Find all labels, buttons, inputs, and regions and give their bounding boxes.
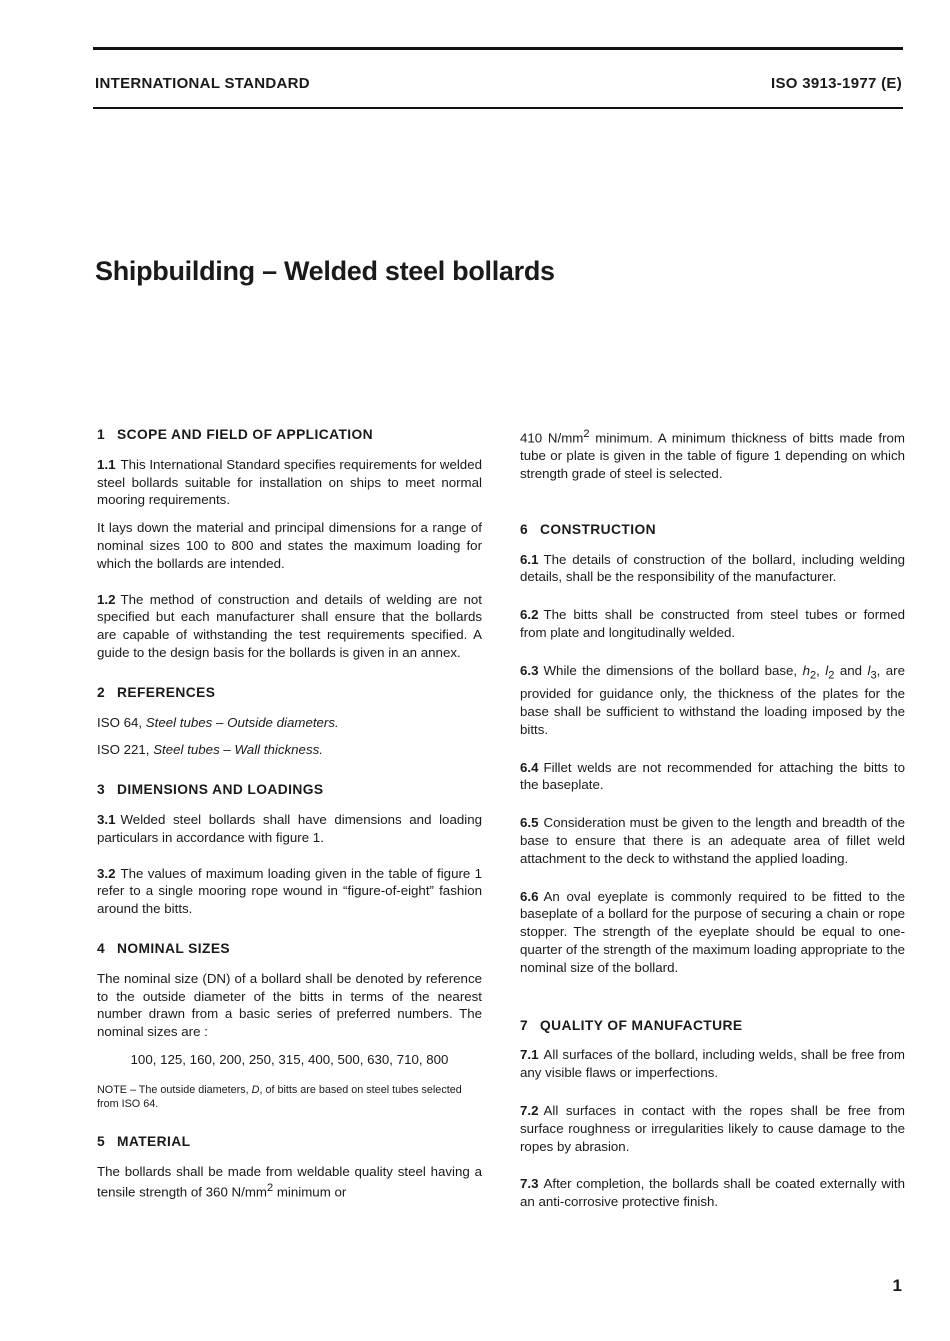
section-4-heading: 4 NOMINAL SIZES bbox=[97, 940, 231, 956]
section-1-heading: 1 SCOPE AND FIELD OF APPLICATION bbox=[97, 427, 374, 442]
clause-6-4: 6.4 Fillet welds are not recommended for attaching the bitts to the baseplate. bbox=[520, 759, 905, 793]
clause-5-text-part1: The bollards shall be made from weldable quality steel having a tensile strength of 360 $N/mm^2$ minimum or bbox=[97, 1163, 482, 1200]
reference-iso-64: ISO 64, Steel tubes – Outside diameters. bbox=[97, 714, 339, 730]
clause-6-2: 6.2 The bitts shall be constructed from steel tubes or formed from plate and longitudinally welded. bbox=[520, 607, 905, 640]
section-6-heading: 6 CONSTRUCTION bbox=[520, 521, 656, 537]
clause-6-6: 6.6 An oval eyeplate is commonly required to be fitted to the baseplate of a bollard for the purpose of securing a chain or rope stopper. The strength of the eyeplate should be equal to one-quarter of the strength of the maximum loading appropriate to the nominal size of the bollard. bbox=[520, 888, 905, 975]
clause-7-2: 7.2 All surfaces in contact with the ropes shall be free from surface roughness or irregularities likely to cause damage to the ropes by abrasion. bbox=[520, 1103, 905, 1154]
clause-4-note: NOTE – The outside diameters, D, of bitts are based on steel tubes selected from ISO 64. bbox=[97, 1083, 462, 1110]
header-top-rule bbox=[93, 47, 903, 50]
standard-number: ISO 3913-1977 (E) bbox=[770, 75, 902, 92]
document-title: Shipbuilding – Welded steel bollards bbox=[95, 256, 555, 286]
clause-7-1: 7.1 All surfaces of the bollard, including welds, shall be free from any visible flaws or imperfections. bbox=[520, 1047, 905, 1081]
clause-1-1: 1.1 This International Standard specifies requirements for welded steel bollards suitable for installation on ships to meet normal mooring requirements. bbox=[97, 456, 482, 508]
clause-5-text-part2: 410 $N/mm^2$ minimum. A minimum thickness of bitts made from tube or plate is given in the table of figure 1 depending on which strength grade of steel is selected. bbox=[520, 428, 905, 482]
clause-3-1: 3.1 Welded steel bollards shall have dimensions and loading particulars in accordance with figure 1. bbox=[97, 811, 482, 845]
section-3-heading: 3 DIMENSIONS AND LOADINGS bbox=[97, 782, 324, 798]
clause-4-text: The nominal size (DN) of a bollard shall be denoted by reference to the outside diameter of the bitts in terms of the nearest number drawn from a basic series of preferred numbers. The nominal sizes are : bbox=[97, 970, 482, 1040]
clause-6-1: 6.1 The details of construction of the bollard, including welding details, shall be the responsibility of the manufacturer. bbox=[520, 551, 905, 585]
nominal-size-series: 100, 125, 160, 200, 250, 315, 400, 500, 630, 710, 800 bbox=[130, 1051, 449, 1067]
right-column bbox=[520, 426, 905, 1221]
header-bottom-rule bbox=[93, 107, 903, 109]
reference-iso-221: ISO 221, Steel tubes – Wall thickness. bbox=[97, 742, 323, 758]
left-column bbox=[97, 426, 482, 1212]
section-5-heading: 5 MATERIAL bbox=[97, 1133, 191, 1149]
clause-3-2: 3.2 The values of maximum loading given in the table of figure 1 refer to a single mooring rope wound in “figure-of-eight” fashion around the bitts. bbox=[97, 865, 482, 917]
clause-1-1-continued: It lays down the material and principal dimensions for a range of nominal sizes 100 to 800 and states the maximum loading for which the bollards are intended. bbox=[97, 520, 482, 571]
section-2-heading: 2 REFERENCES bbox=[97, 684, 216, 700]
clause-7-3: 7.3 After completion, the bollards shall be coated externally with an anti-corrosive protective finish. bbox=[520, 1176, 905, 1210]
clause-6-5: 6.5 Consideration must be given to the length and breadth of the base to ensure that there is an adequate area of fillet weld attachment to the deck to withstand the applied loading. bbox=[520, 815, 905, 866]
clause-6-3: 6.3 While the dimensions of the bollard base, $h_2$, $l_2$ and $l_3$, are provided for guidance only, the thickness of the plates for the base shall be sufficient to withstand the loading imposed by the bitts. bbox=[520, 662, 905, 737]
clause-1-2: 1.2 The method of construction and details of welding are not specified but each manufacturer shall ensure that the bollards are capable of withstanding the test requirements specified. A guide to the design basis for the bollards is given in an annex. bbox=[97, 591, 482, 660]
page-number: 1 bbox=[892, 1276, 902, 1295]
section-7-heading: 7 QUALITY OF MANUFACTURE bbox=[520, 1017, 743, 1033]
document-type-label: INTERNATIONAL STANDARD bbox=[95, 75, 310, 92]
